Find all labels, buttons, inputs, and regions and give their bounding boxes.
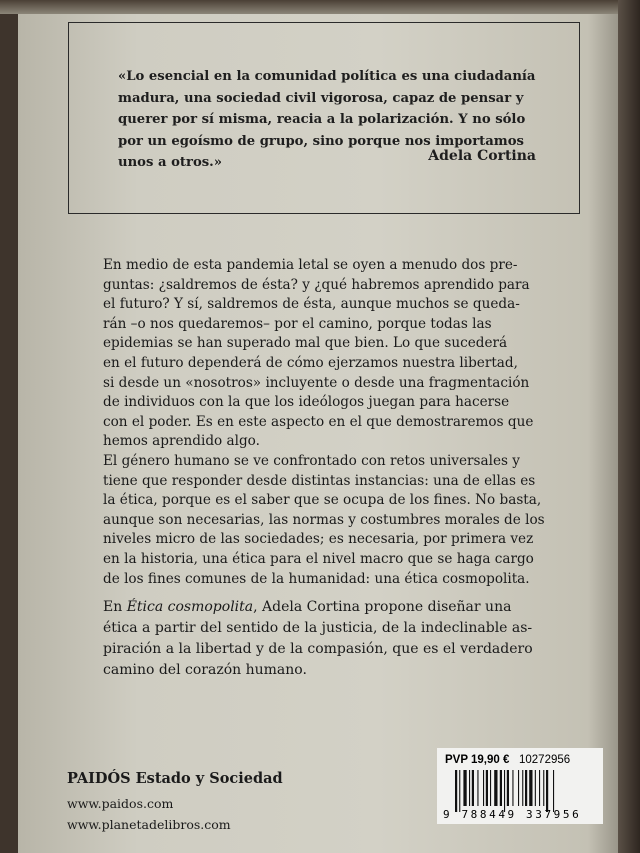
barcode-icon — [455, 770, 585, 812]
price-label — [437, 748, 603, 824]
text-line: hemos aprendido algo. — [103, 433, 260, 450]
text-line: piración a la libertad y de la compasión, que es el verdadero — [103, 641, 533, 657]
text-line: aunque son necesarias, las normas y costumbres morales de los — [103, 511, 545, 528]
barcode-bar — [483, 770, 484, 806]
barcode-bar — [463, 770, 466, 806]
text-line: En Ética cosmopolita, Adela Cortina propone diseñar una — [103, 599, 512, 615]
barcode-bar — [490, 770, 491, 806]
publisher-url: www.paidos.com — [67, 796, 174, 811]
barcode-bar — [518, 770, 519, 806]
barcode-bar — [486, 770, 488, 806]
barcode-bar — [543, 770, 544, 806]
barcode-bar — [522, 770, 523, 806]
barcode-bar — [494, 770, 497, 806]
barcode-bar — [472, 770, 474, 806]
text-line: El género humano se ve confrontado con retos universales y — [103, 453, 520, 469]
barcode-bar — [525, 770, 527, 806]
text-line: si desde un «nosotros» incluyente o desde una fragmentación — [103, 374, 530, 391]
quote-line: «Lo esencial en la comunidad política es una ciudadanía — [118, 69, 536, 84]
barcode-bar — [553, 770, 554, 812]
paragraph-2 — [103, 452, 545, 589]
text-line: ética a partir del sentido de la justicia, de la indeclinable as- — [103, 620, 533, 636]
publisher-url: www.planetadelibros.com — [67, 817, 231, 832]
text-line: camino del corazón humano. — [103, 662, 307, 678]
paragraph-3 — [103, 597, 533, 681]
barcode-bar — [539, 770, 540, 806]
barcode-bar — [500, 770, 502, 806]
series-name: PAIDÓS Estado y Sociedad — [67, 770, 283, 787]
text-line: rán –o nos quedaremos– por el camino, porque todas las — [103, 315, 492, 332]
text-line: con el poder. Es en este aspecto en el que demostraremos que — [103, 413, 534, 430]
text-line: en la historia, una ética para el nivel macro que se haga cargo — [103, 550, 534, 567]
barcode-bar — [529, 770, 532, 806]
text-line: tiene que responder desde distintas instancias: una de ellas es — [103, 472, 536, 489]
ean-number: 9 788449 337956 — [443, 808, 582, 821]
text-line: la ética, porque es el saber que se ocupa de los fines. No basta, — [103, 492, 542, 509]
quote-line: querer por sí misma, reacia a la polarización. Y no sólo — [118, 112, 526, 127]
barcode-bar — [469, 770, 470, 806]
text-line: de individuos con la que los ideólogos juegan para hacerse — [103, 394, 510, 411]
quote-line: madura, una sociedad civil vigorosa, capaz de pensar y — [118, 90, 524, 106]
barcode-bar — [535, 770, 536, 806]
barcode-bar — [507, 770, 509, 806]
text-line: En medio de esta pandemia letal se oyen a menudo dos pre- — [103, 257, 518, 273]
barcode-bar — [546, 770, 548, 812]
quote-line: por un egoísmo de grupo, sino porque nos importamos — [118, 133, 524, 149]
price: PVP 19,90 € — [445, 754, 510, 766]
text-line: de los fines comunes de la humanidad: una ética cosmopolita. — [103, 570, 530, 587]
publisher-info — [67, 770, 283, 835]
quote-author: Adela Cortina — [428, 148, 536, 164]
text-line: en el futuro dependerá de cómo ejerzamos nuestra libertad, — [103, 354, 518, 371]
barcode-bar — [459, 770, 460, 812]
quote-line: unos a otros.» — [118, 155, 223, 170]
text-line: niveles micro de las sociedades; es necesaria, por primera vez — [103, 531, 534, 548]
text-line: el futuro? Y sí, saldremos de ésta, aunque muchos se queda- — [103, 296, 520, 313]
barcode-bar — [455, 770, 457, 812]
paragraph-1 — [103, 256, 533, 452]
barcode-bar — [512, 770, 513, 806]
table-background — [618, 0, 640, 853]
text-line: epidemias se han superado mal que bien. Lo que sucederá — [103, 335, 508, 352]
product-code: 10272956 — [519, 754, 571, 766]
cover-top-edge — [0, 0, 640, 14]
text-line: guntas: ¿saldremos de ésta? y ¿qué habremos aprendido para — [103, 276, 530, 293]
barcode-bar — [477, 770, 478, 806]
barcode-bar — [504, 770, 505, 812]
